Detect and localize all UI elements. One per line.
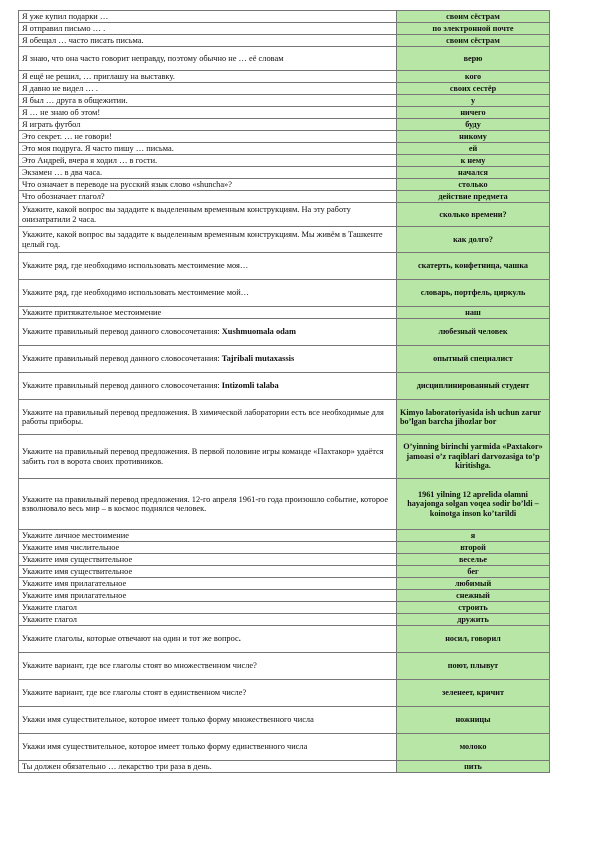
question-cell	[19, 280, 397, 307]
answer-text: дружить	[457, 614, 489, 624]
table-row	[19, 590, 550, 602]
question-cell	[19, 554, 397, 566]
answer-cell	[397, 71, 550, 83]
answer-text: своих сестёр	[449, 83, 497, 93]
answer-cell	[397, 400, 550, 435]
question-cell	[19, 191, 397, 203]
answer-cell	[397, 602, 550, 614]
answer-text: бег	[467, 566, 479, 576]
answer-text: молоко	[459, 742, 487, 752]
table-row	[19, 307, 550, 319]
table-row	[19, 167, 550, 179]
answer-cell	[397, 11, 550, 23]
answer-cell	[397, 542, 550, 554]
question-cell	[19, 203, 397, 227]
table-row	[19, 319, 550, 346]
answer-cell	[397, 626, 550, 653]
answer-cell	[397, 761, 550, 773]
question-text: Укажите на правильный перевод предложения. В химической лаборатории есть все необходимые для работы приборы.	[22, 407, 384, 426]
question-cell	[19, 530, 397, 542]
table-row	[19, 11, 550, 23]
question-text: Укажите правильный перевод данного словосочетания:	[22, 381, 222, 391]
question-text: Укажите имя прилагательное	[22, 578, 127, 588]
question-cell	[19, 95, 397, 107]
question-text: Укажи имя существительное, которое имеет только форму множественного числа	[22, 715, 314, 725]
table-row	[19, 191, 550, 203]
answer-cell	[397, 479, 550, 530]
answer-cell	[397, 203, 550, 227]
question-text: Я отправил письмо … .	[22, 23, 106, 33]
question-text: Укажите глаголы, которые отвечают на один и тот же вопрос	[22, 634, 239, 644]
answer-cell	[397, 578, 550, 590]
question-answer-table	[18, 10, 550, 773]
question-cell	[19, 435, 397, 479]
question-cell	[19, 23, 397, 35]
question-cell	[19, 35, 397, 47]
table-row	[19, 578, 550, 590]
question-cell	[19, 602, 397, 614]
answer-text: буду	[465, 119, 481, 129]
table-row	[19, 35, 550, 47]
question-cell	[19, 131, 397, 143]
question-cell	[19, 119, 397, 131]
table-row	[19, 400, 550, 435]
answer-text: второй	[460, 542, 486, 552]
table-row	[19, 602, 550, 614]
question-cell	[19, 253, 397, 280]
question-text: Укажите имя существительное	[22, 566, 133, 576]
question-cell	[19, 707, 397, 734]
question-text: Что обозначает глагол?	[22, 191, 105, 201]
table-row	[19, 346, 550, 373]
question-cell	[19, 307, 397, 319]
answer-cell	[397, 83, 550, 95]
answer-cell	[397, 319, 550, 346]
answer-cell	[397, 590, 550, 602]
answer-cell	[397, 47, 550, 71]
question-text: Укажите вариант, где все глаголы стоят в единственном числе?	[22, 688, 247, 698]
question-cell	[19, 590, 397, 602]
answer-text: как долго?	[453, 234, 493, 244]
answer-text: сколько времени?	[439, 209, 507, 219]
answer-text: пить	[464, 761, 482, 771]
answer-cell	[397, 554, 550, 566]
question-cell	[19, 71, 397, 83]
answer-cell	[397, 530, 550, 542]
question-text: Укажите глагол	[22, 602, 77, 612]
answer-text: по электронной почте	[432, 23, 514, 33]
answer-text: у	[470, 95, 476, 105]
answer-text: своим сёстрам	[446, 11, 500, 21]
table-row	[19, 680, 550, 707]
question-text: Экзамен … в два часа.	[22, 167, 103, 177]
answer-text: любезный человек	[438, 327, 508, 337]
answer-cell	[397, 614, 550, 626]
table-row	[19, 119, 550, 131]
question-text: Укажите имя существительное	[22, 554, 133, 564]
answer-text: O’yinning birinchi yarmida «Paxtakor» jamoasi o’z raqiblari darvozasiga to’p kiritishga.	[403, 442, 543, 471]
question-emphasis: Xushmuomala odam	[221, 327, 296, 337]
question-cell	[19, 11, 397, 23]
answer-text: наш	[465, 307, 481, 317]
answer-text: я	[470, 530, 476, 540]
table-row	[19, 734, 550, 761]
answer-cell	[397, 23, 550, 35]
answer-cell	[397, 346, 550, 373]
question-text: Укажите глагол	[22, 614, 77, 624]
question-text: Ты должен обязательно … лекарство три раза в день.	[22, 761, 212, 771]
question-cell	[19, 680, 397, 707]
question-text: Укажите на правильный перевод предложения. В первой половине игры команде «Пахтакор» удаётся забить гол в ворота своих противников.	[22, 447, 384, 466]
table-row	[19, 707, 550, 734]
question-text: Укажите имя прилагательное	[22, 590, 127, 600]
answer-text: любимый	[454, 578, 492, 588]
question-text: Укажите правильный перевод данного словосочетания:	[22, 354, 222, 364]
table-row	[19, 653, 550, 680]
question-text: Что означает в переводе на русский язык слово «shuncha»?	[22, 179, 232, 189]
question-text: Укажите имя числительное	[22, 542, 120, 552]
question-text: Укажите правильный перевод данного словосочетания:	[22, 327, 222, 337]
question-cell	[19, 578, 397, 590]
question-text: Укажите вариант, где все глаголы стоят во множественном числе?	[22, 661, 257, 671]
question-emphasis: .	[238, 634, 241, 644]
question-emphasis: Tajribali mutaxassis	[221, 354, 295, 364]
question-cell	[19, 143, 397, 155]
question-cell	[19, 319, 397, 346]
answer-cell	[397, 307, 550, 319]
answer-text: ничего	[460, 107, 486, 117]
table-row	[19, 542, 550, 554]
answer-text: строить	[458, 602, 488, 612]
answer-cell	[397, 143, 550, 155]
table-row	[19, 479, 550, 530]
table-row	[19, 626, 550, 653]
question-cell	[19, 167, 397, 179]
question-cell	[19, 83, 397, 95]
question-text: Укажите притяжательное местоимение	[22, 307, 162, 317]
question-cell	[19, 653, 397, 680]
table-row	[19, 566, 550, 578]
table-row	[19, 530, 550, 542]
question-cell	[19, 734, 397, 761]
answer-cell	[397, 734, 550, 761]
question-cell	[19, 227, 397, 253]
answer-text: дисциплинированный студент	[416, 381, 530, 391]
answer-cell	[397, 131, 550, 143]
question-text: Я был … друга в общежитии.	[22, 95, 128, 105]
table-row	[19, 614, 550, 626]
table-row	[19, 253, 550, 280]
answer-cell	[397, 253, 550, 280]
answer-text: действие предмета	[438, 191, 508, 201]
question-cell	[19, 614, 397, 626]
answer-text: 1961 yilning 12 aprelida olamni hayajonga solgan voqea sodir bo’ldi – koinotga inson ko’tarildi	[407, 489, 539, 518]
table-row	[19, 71, 550, 83]
question-text: Я играть футбол	[22, 119, 81, 129]
answer-cell	[397, 155, 550, 167]
answer-text: никому	[459, 131, 487, 141]
answer-text: словарь, портфель, циркуль	[420, 288, 526, 298]
answer-cell	[397, 167, 550, 179]
answer-cell	[397, 119, 550, 131]
question-cell	[19, 155, 397, 167]
table-row	[19, 83, 550, 95]
question-text: Я давно не видел … .	[22, 83, 98, 93]
table-row	[19, 203, 550, 227]
table-row	[19, 435, 550, 479]
table-row	[19, 47, 550, 71]
answer-text: к нему	[460, 155, 486, 165]
question-cell	[19, 542, 397, 554]
question-text: Укажите личное местоимение	[22, 530, 129, 540]
question-text: Я … не знаю об этом!	[22, 107, 101, 117]
question-text: Укажите, какой вопрос вы зададите к выделенным временным конструкциям. Мы живём в Ташкенте целый год.	[22, 230, 383, 249]
question-cell	[19, 179, 397, 191]
answer-cell	[397, 707, 550, 734]
answer-text: своим сёстрам	[446, 35, 500, 45]
answer-text: Kimyo laboratoriyasida ish uchun zarur bo’lgan barcha jihozlar bor	[400, 407, 541, 426]
table-row	[19, 95, 550, 107]
answer-text: зеленеет, кричит	[442, 688, 504, 698]
table-body	[19, 11, 550, 773]
question-cell	[19, 761, 397, 773]
question-cell	[19, 400, 397, 435]
answer-cell	[397, 280, 550, 307]
answer-text: носил, говорил	[445, 634, 501, 644]
question-text: Я обещал … часто писать письма.	[22, 35, 144, 45]
answer-cell	[397, 179, 550, 191]
question-cell	[19, 566, 397, 578]
answer-cell	[397, 227, 550, 253]
question-text: Это Андрей, вчера я ходил … в гости.	[22, 155, 158, 165]
answer-text: кого	[464, 71, 482, 81]
question-cell	[19, 346, 397, 373]
table-row	[19, 554, 550, 566]
table-row	[19, 155, 550, 167]
question-cell	[19, 107, 397, 119]
answer-text: столько	[458, 179, 488, 189]
question-cell	[19, 47, 397, 71]
answer-text: скатерть, конфетница, чашка	[417, 261, 529, 271]
table-row	[19, 179, 550, 191]
question-text: Укажи имя существительное, которое имеет только форму единственного числа	[22, 742, 308, 752]
answer-text: начался	[458, 167, 488, 177]
question-text: Это секрет. … не говори!	[22, 131, 112, 141]
answer-text: ножницы	[455, 715, 491, 725]
question-text: Укажите, какой вопрос вы зададите к выделенным временным конструкциям. На эту работу онизатратили 2 часа.	[22, 205, 351, 224]
question-text: Укажите ряд, где необходимо использовать местоимение моя…	[22, 261, 249, 271]
answer-text: снежный	[456, 590, 490, 600]
answer-cell	[397, 95, 550, 107]
answer-text: поют, плывут	[447, 661, 499, 671]
question-text: Это моя подруга. Я часто пишу … письма.	[22, 143, 174, 153]
answer-cell	[397, 373, 550, 400]
answer-cell	[397, 191, 550, 203]
answer-cell	[397, 435, 550, 479]
answer-cell	[397, 680, 550, 707]
table-row	[19, 761, 550, 773]
table-row	[19, 131, 550, 143]
question-cell	[19, 373, 397, 400]
table-row	[19, 373, 550, 400]
question-text: Я уже купил подарки …	[22, 11, 109, 21]
question-text: Укажите ряд, где необходимо использовать местоимение мой…	[22, 288, 250, 298]
table-row	[19, 143, 550, 155]
answer-text: ей	[468, 143, 478, 153]
question-emphasis: Intizomli talaba	[221, 381, 279, 391]
question-text: Я ещё не решил, … приглашу на выставку.	[22, 71, 175, 81]
question-text: Я знаю, что она часто говорит неправду, поэтому обычно не … её словам	[22, 53, 284, 63]
question-text: Укажите на правильный перевод предложения. 12-го апреля 1961-го года произошло событие, которое взволновало весь мир – в космос поднялся человек.	[22, 494, 389, 513]
answer-text: опытный специалист	[433, 354, 513, 364]
question-cell	[19, 479, 397, 530]
answer-cell	[397, 653, 550, 680]
question-cell	[19, 626, 397, 653]
answer-text: веселье	[458, 554, 488, 564]
answer-text: верю	[463, 53, 483, 63]
table-row	[19, 23, 550, 35]
answer-cell	[397, 566, 550, 578]
table-row	[19, 227, 550, 253]
table-row	[19, 107, 550, 119]
answer-cell	[397, 107, 550, 119]
table-row	[19, 280, 550, 307]
answer-cell	[397, 35, 550, 47]
